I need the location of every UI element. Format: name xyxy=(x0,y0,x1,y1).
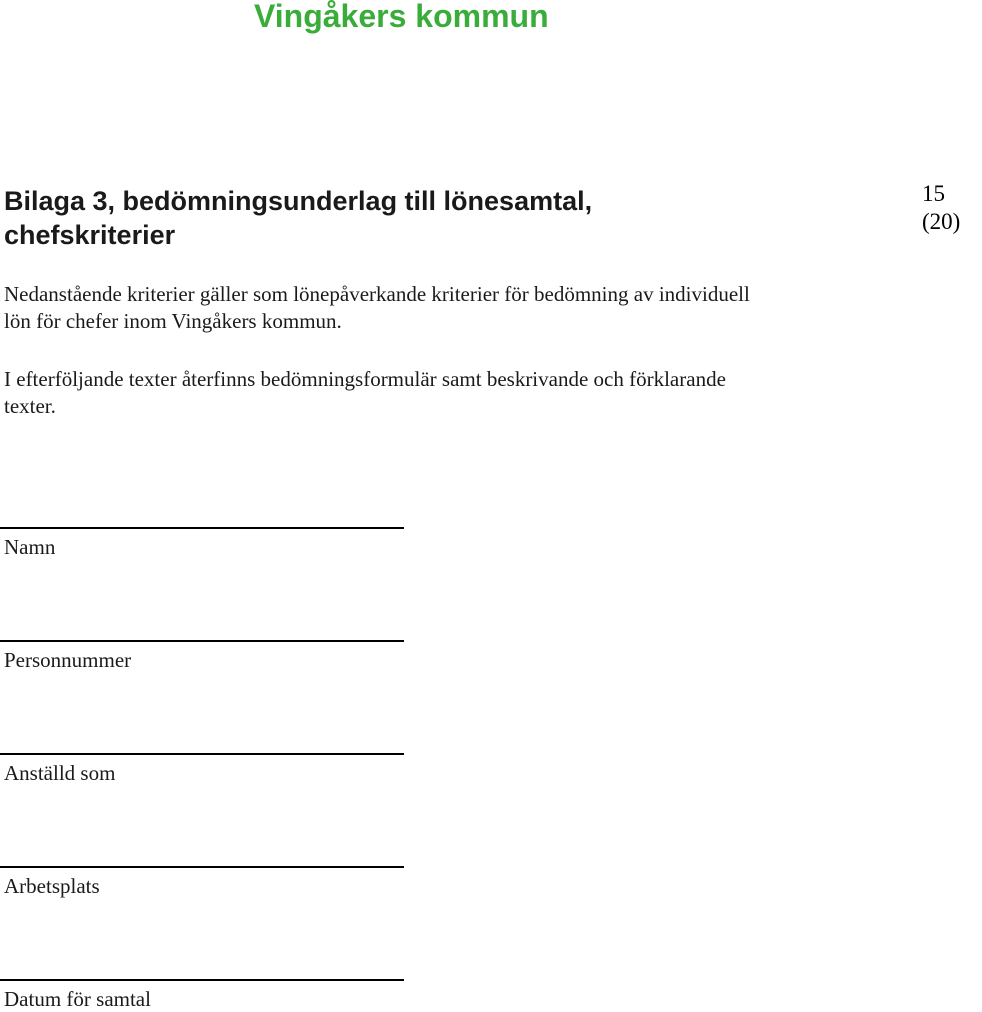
employed-as-field[interactable] xyxy=(0,753,404,786)
meeting-date-field[interactable] xyxy=(0,979,404,1012)
field-label: Arbetsplats xyxy=(4,874,100,898)
name-field[interactable] xyxy=(0,527,404,560)
workplace-field[interactable] xyxy=(0,866,404,899)
page-total: (20) xyxy=(922,209,961,234)
page-number xyxy=(922,181,982,234)
field-label: Anställd som xyxy=(4,761,116,785)
field-label: Personnummer xyxy=(4,648,132,672)
field-label: Namn xyxy=(4,535,56,559)
intro-paragraph: Nedanstående kriterier gäller som lönepåverkande kriterier för bedömning av individuell lön för chefer inom Vingåkers kommun. xyxy=(4,282,750,333)
personal-number-field[interactable] xyxy=(0,640,404,673)
organization-name: Vingåkers kommun xyxy=(254,0,549,34)
page-current: 15 xyxy=(922,181,945,206)
document-title: Bilaga 3, bedömningsunderlag till lönesamtal, chefskriterier xyxy=(4,186,593,250)
signature-line xyxy=(0,527,404,529)
signature-line xyxy=(0,640,404,642)
signature-line xyxy=(0,753,404,755)
signature-line xyxy=(0,866,404,868)
info-paragraph: I efterföljande texter återfinns bedömningsformulär samt beskrivande och förklarande texter. xyxy=(4,367,726,418)
field-label: Datum för samtal xyxy=(4,987,151,1011)
signature-line xyxy=(0,979,404,981)
